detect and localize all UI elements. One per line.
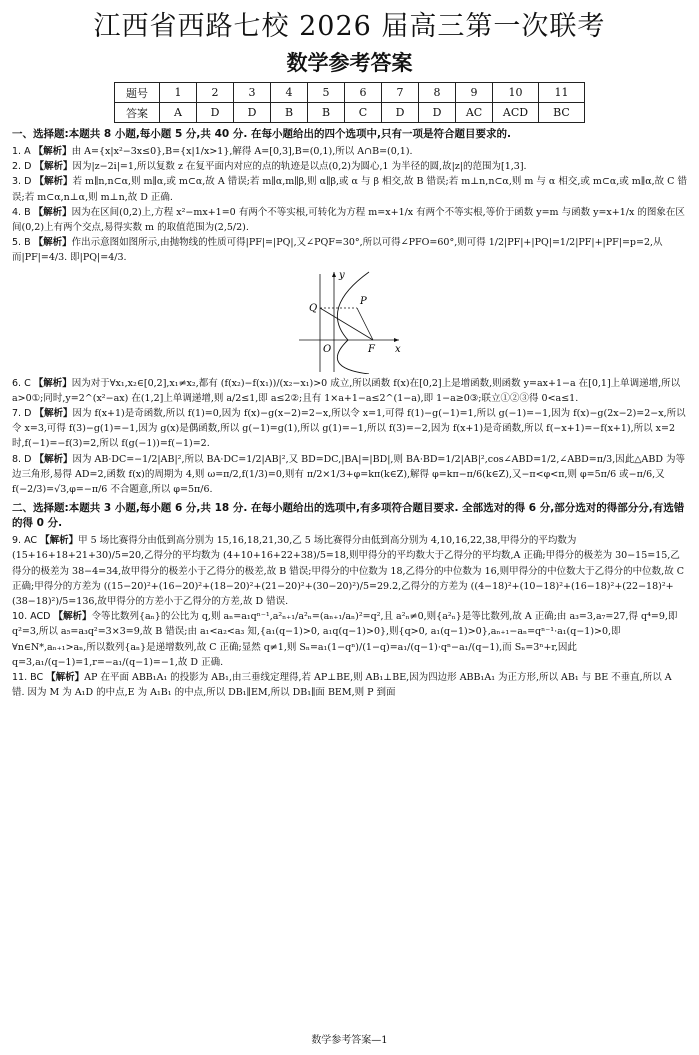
solution-tag: 【解析】 bbox=[33, 146, 72, 157]
solution-answer: 5. B bbox=[12, 237, 31, 249]
answer-cell: AC bbox=[456, 103, 493, 123]
solution-answer: 10. ACD bbox=[12, 611, 51, 623]
solution-item bbox=[12, 670, 687, 700]
solution-tag: 【解析】 bbox=[33, 206, 72, 218]
question-number-cell: 4 bbox=[271, 83, 308, 103]
answer-cell: D bbox=[197, 103, 234, 123]
solution-text: 由 A={x|x²−3x≤0},B={x|1/x>1},解得 A=[0,3],B=(0,1),所以 A∩B=(0,1). bbox=[71, 146, 413, 157]
page-footer: 数学参考答案—1 bbox=[311, 1035, 388, 1046]
solution-answer: 9. AC bbox=[12, 535, 38, 547]
answer-cell: B bbox=[271, 103, 308, 123]
solution-answer: 3. D bbox=[12, 176, 32, 188]
solution-answer: 2. D bbox=[12, 161, 32, 173]
y-axis-arrow bbox=[332, 272, 336, 277]
question-number-cell: 1 bbox=[160, 83, 197, 103]
answer-cell: D bbox=[382, 103, 419, 123]
solution-answer: 8. D bbox=[12, 453, 32, 465]
page-title: 江西省西路七校 2026 届高三第一次联考 bbox=[93, 11, 606, 42]
solution-item bbox=[12, 235, 687, 265]
solution-text: 因为|z−2i|=1,所以复数 z 在复平面内对应的点的轨迹是以点(0,2)为圆心,1 为半径的圆,故|z|的范围为[1,3]. bbox=[72, 161, 527, 173]
parabola-figure bbox=[12, 268, 687, 374]
solution-tag: 【解析】 bbox=[53, 611, 92, 623]
solution-text: 因为 f(x+1)是奇函数,所以 f(1)=0,因为 f(x)−g(x−2)=2−x,所以令 x=1,可得 f(1)−g(−1)=1,所以 g(−1)=−1,因为 f(x)−g(2x−2)=2−x,所以令 x=3,可得 f(3)−g(1)=−1,因为 g(x)是偶函数,所以 g(−1)=g(1),所以 g(1)=−1,所以 f(3)=−2,因为 f(x+1)是奇函数,所以 f(−x+1)=−f(x+1),所以 x=2 时,f(−1)=−f(3)=2,所以 f(g(−1))=f(−1)=2. bbox=[12, 408, 686, 450]
solution-item bbox=[12, 159, 687, 174]
solutions-multi-choice bbox=[12, 533, 687, 700]
solution-tag: 【解析】 bbox=[33, 237, 72, 249]
answer-cell: BC bbox=[539, 103, 585, 123]
question-number-cell: 11 bbox=[539, 83, 585, 103]
answer-table bbox=[114, 82, 585, 123]
solution-item bbox=[12, 205, 687, 235]
solution-tag: 【解析】 bbox=[34, 408, 73, 420]
answer-cell: D bbox=[419, 103, 456, 123]
solution-item bbox=[12, 376, 687, 406]
solution-answer: 1. A bbox=[12, 146, 31, 157]
solution-tag: 【解析】 bbox=[34, 453, 73, 465]
answer-table-row-label: 答案 bbox=[115, 103, 160, 123]
question-number-cell: 9 bbox=[456, 83, 493, 103]
solution-text: 因为对于∀x₁,x₂∈[0,2],x₁≠x₂,都有 (f(x₂)−f(x₁))/(x₂−x₁)>0 成立,所以函数 f(x)在[0,2]上是增函数,则函数 y=ax+1−a 在[0,1]上单调递增,所以 a>0①;同时,y=2^(x²−ax) 在(1,2]上单调递增,则 a/2≤1,即 a≤2②;且有 1×a+1−a≤2^(1−a),即 1−a≥0③;联立①②③得 0<a≤1. bbox=[12, 377, 681, 404]
question-number-cell: 10 bbox=[493, 83, 539, 103]
solutions-single-choice-b bbox=[12, 376, 687, 498]
question-number-cell: 6 bbox=[345, 83, 382, 103]
question-number-cell: 5 bbox=[308, 83, 345, 103]
section-heading-single-choice: 一、选择题:本题共 8 小题,每小题 5 分,共 40 分. 在每小题给出的四个选项中,只有一项是符合题目要求的. bbox=[12, 128, 511, 140]
answer-cell: ACD bbox=[493, 103, 539, 123]
answer-cell: C bbox=[345, 103, 382, 123]
x-axis-arrow bbox=[394, 338, 399, 342]
section-heading-multi-choice: 二、选择题:本题共 3 小题,每小题 6 分,共 18 分. 在每小题给出的选项中,有多项符合题目要求. 全部选对的得 6 分,部分选对的得部分分,有选错的得 0 分. bbox=[12, 502, 685, 530]
solution-item bbox=[12, 174, 687, 204]
solution-answer: 11. BC bbox=[12, 672, 44, 684]
solution-tag: 【解析】 bbox=[46, 672, 85, 684]
question-number-cell: 3 bbox=[234, 83, 271, 103]
label-p: P bbox=[360, 295, 367, 307]
question-number-cell: 7 bbox=[382, 83, 419, 103]
solution-item bbox=[12, 609, 687, 670]
label-f: F bbox=[368, 343, 375, 355]
label-o: O bbox=[323, 343, 332, 355]
solution-text: AP 在平面 ABB₁A₁ 的投影为 AB₁,由三垂线定理得,若 AP⊥BE,则 AB₁⊥BE,因为四边形 ABB₁A₁ 为正方形,所以 AB₁ 与 BE 不垂直,所以 A 错. 因为 M 为 A₁D 的中点,E 为 A₁B₁ 的中点,所以 DB₁∥EM,所以 DB₁∥面 BEM,则 P 到面 bbox=[12, 672, 672, 699]
solutions-single-choice-a bbox=[12, 144, 687, 266]
solution-item bbox=[12, 406, 687, 452]
solution-tag: 【解析】 bbox=[40, 535, 79, 547]
answer-cell: D bbox=[234, 103, 271, 123]
solution-text: 甲 5 场比赛得分由低到高分别为 15,16,18,21,30,乙 5 场比赛得分由低到高分别为 4,10,16,22,38,甲得分的平均数为 (15+16+18+21+30)/5=20,乙得分的平均数为 (4+10+16+22+38)/5=18,则甲得分的平均数大于乙得分的平均数,A 正确;甲得分的极差为 30−15=15,乙得分的极差为 38−4=34,故甲得分的极差小于乙得分的极差,故 B 错误;甲得分的中位数为 18,乙得分的中位数为 16,则甲得分的中位数大于乙得分的中位数,故 C 正确;甲得分的方差为 ((15−20)²+(16−20)²+(18−20)²+(21−20)²+(30−20)²)/5=29.2,乙得分的方差为 ((4−18)²+(10−18)²+(16−18)²+(22−18)²+(38−18)²)/5=136,故甲得分的方差小于乙得分的方差,故 D 错误. bbox=[12, 535, 684, 608]
solution-tag: 【解析】 bbox=[34, 161, 73, 173]
solution-text: 作出示意图如图所示,由抛物线的性质可得|PF|=|PQ|,又∠PQF=30°,所以可得∠PFO=60°,则可得 1/2|PF|+|PQ|=1/2|PF|+|PF|=p=2,从而|PF|=4/3. 即|PQ|=4/3. bbox=[12, 237, 663, 264]
answer-cell: B bbox=[308, 103, 345, 123]
solution-tag: 【解析】 bbox=[33, 377, 72, 389]
solution-item bbox=[12, 144, 687, 159]
label-x: x bbox=[395, 343, 401, 355]
question-number-cell: 8 bbox=[419, 83, 456, 103]
answer-cell: A bbox=[160, 103, 197, 123]
solution-text: 因为在区间(0,2)上,方程 x²−mx+1=0 有两个不等实根,可转化为方程 m=x+1/x 有两个不等实根,等价于函数 y=m 与函数 y=x+1/x 的图象在区间(0,2)上有两个交点,易得实数 m 的取值范围为(2,5/2). bbox=[12, 206, 685, 234]
solution-item bbox=[12, 452, 687, 498]
label-q: Q bbox=[309, 302, 318, 314]
solution-answer: 7. D bbox=[12, 408, 32, 420]
label-y: y bbox=[339, 269, 345, 281]
answer-table-answer-row bbox=[115, 103, 585, 123]
answer-table-row-label: 题号 bbox=[115, 83, 160, 103]
solution-answer: 6. C bbox=[12, 377, 31, 389]
solution-tag: 【解析】 bbox=[34, 176, 73, 188]
answer-table-number-row bbox=[115, 83, 585, 103]
solution-text: 因为 AB·DC=−1/2|AB|²,所以 BA·DC=1/2|AB|²,又 BD=DC,|BA|=|BD|,则 BA·BD=1/2|AB|²,cos∠ABD=1/2,∠ABD=π/3,因此△ABD 为等边三角形,易得 AD=2,函数 f(x)的周期为 4,则 ω=π/2,f(1/3)=0,则有 π/2×1/3+φ=kπ(k∈Z),解得 φ=kπ−π/6(k∈Z),又−π<φ<π,则 φ=5π/6 或−π/6,又 f(−2/3)=√3,φ=−π/6 不合题意,所以 φ=5π/6. bbox=[12, 453, 686, 496]
page-subtitle: 数学参考答案 bbox=[286, 51, 413, 75]
solution-answer: 4. B bbox=[12, 206, 31, 218]
solution-text: 令等比数列{aₙ}的公比为 q,则 aₙ=a₁qⁿ⁻¹,a²ₙ₊₁/a²ₙ=(aₙ₊₁/aₙ)²=q²,且 a²ₙ≠0,则{a²ₙ}是等比数列,故 A 正确;由 a₃=3,a₇=27,得 q⁴=9,即 q²=3,所以 a₅=a₃q²=3×3=9,故 B 错误;由 a₁<a₂<a₃ 知,{a₁(q−1)>0, a₁q(q−1)>0},则{q>0, a₁(q−1)>0},aₙ₊₁−aₙ=qⁿ⁻¹·a₁(q−1)>0,即∀n∈N*,aₙ₊₁>aₙ,所以数列{aₙ}是递增数列,故 C 正确;显然 q≠1,则 Sₙ=a₁(1−qⁿ)/(1−q)=a₁/(q−1)·qⁿ−a₁/(q−1),而 Sₙ=3ⁿ+r,因此 q=3,a₁/(q−1)=1,r=−a₁/(q−1)=−1,故 D 正确. bbox=[12, 611, 678, 668]
solution-item bbox=[12, 533, 687, 609]
question-number-cell: 2 bbox=[197, 83, 234, 103]
solution-text: 若 m∥n,n⊂α,则 m∥α,或 m⊂α,故 A 错误;若 m∥α,m∥β,则 α∥β,或 α 与 β 相交,故 B 错误;若 m⊥n,n⊂α,则 m 与 α 相交,或 m⊂α,或 m∥α,故 C 错误;若 m⊂α,n⊥α,则 m⊥n,故 D 正确. bbox=[12, 176, 687, 203]
